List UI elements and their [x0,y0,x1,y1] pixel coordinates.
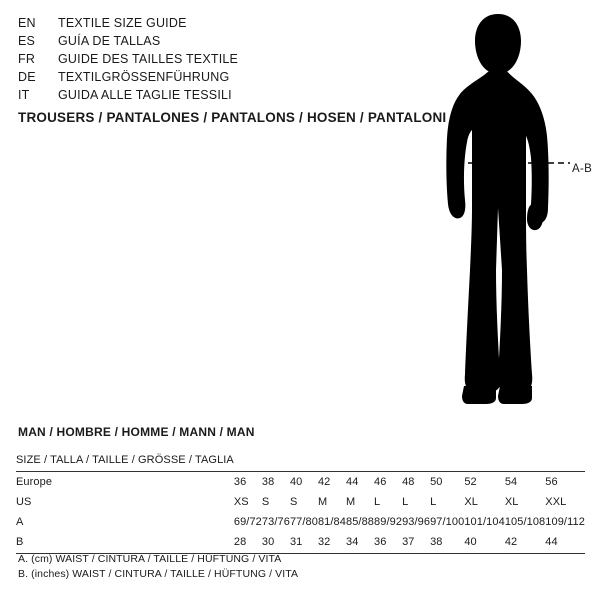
row-label: Europe [16,476,53,488]
footnote-b: B. (inches) WAIST / CINTURA / TAILLE / HÜFTUNG / VITA [18,568,299,580]
row-label: A [16,516,24,528]
language-code: DE [18,70,36,84]
language-code: FR [18,52,36,66]
language-row [18,86,418,104]
cell: 30 [262,532,290,554]
language-code: ES [18,34,36,48]
cell [290,450,318,472]
cell: 38 [430,532,464,554]
cell: XXL [545,496,567,508]
row-label: B [16,532,234,554]
language-header-block [18,14,418,104]
cell [262,450,290,472]
cell: 50 [430,476,443,488]
cell [464,450,504,472]
cell: 42 [317,476,331,488]
cell: 105/108 [504,516,546,528]
cell [374,450,402,472]
cell: 69/72 [233,516,262,528]
cell: 34 [346,532,374,554]
cell: XL [464,496,478,508]
cell: 40 [464,532,504,554]
footnote-a: A. (cm) WAIST / CINTURA / TAILLE / HÜFTUNG / VITA [18,553,282,565]
table-row [16,492,585,512]
cell: 52 [464,476,477,488]
cell: 101/104 [464,516,505,528]
cell [234,450,262,472]
cell: S [289,496,298,508]
cell: M [317,496,328,508]
table-row [16,472,585,493]
table-row [16,532,585,554]
cell: 36 [374,532,402,554]
figure-container [420,8,600,408]
cell: L [374,496,381,508]
cell: 109/112 [545,516,585,528]
cell: 56 [545,476,558,488]
row-label: SIZE / TALLA / TAILLE / GRÖSSE / TAGLIA [16,450,234,472]
cell: 54 [504,476,518,488]
cell: L [402,496,409,508]
cell [318,450,346,472]
language-row [18,50,418,68]
cell: 44 [545,532,585,554]
cell: 97/100 [430,516,465,528]
cell [402,450,430,472]
size-table [16,450,585,554]
section-title: TROUSERS / PANTALONES / PANTALONS / HOSEN / PANTALONI [18,110,447,125]
footnotes [18,552,298,582]
cell [545,450,585,472]
language-code: IT [18,88,30,102]
cell: 40 [289,476,303,488]
cell: 36 [233,476,247,488]
row-label: US [16,496,32,508]
language-label: TEXTILE SIZE GUIDE [58,16,187,30]
language-label: TEXTILGRÖSSENFÜHRUNG [58,70,230,84]
cell: 31 [290,532,318,554]
cell: S [261,496,270,508]
cell [430,450,464,472]
cell: L [430,496,437,508]
cell: 73/76 [261,516,290,528]
cell: 77/80 [289,516,318,528]
cell: 44 [346,476,359,488]
language-label: GUÍA DE TALLAS [58,34,161,48]
cell: 28 [234,532,262,554]
measure-label-ab: A-B [572,163,593,175]
cell: 48 [402,476,415,488]
table-row-header [16,450,585,472]
cell [505,450,545,472]
language-row [18,32,418,50]
language-label: GUIDE DES TAILLES TEXTILE [58,52,239,66]
cell: 42 [505,532,545,554]
cell: M [346,496,356,508]
table-row [16,512,585,532]
language-code: EN [18,16,36,30]
group-title-man: MAN / HOMBRE / HOMME / MANN / MAN [18,425,255,439]
cell: 85/88 [346,516,375,528]
cell: XS [233,496,249,508]
cell: 32 [318,532,346,554]
cell: 37 [402,532,430,554]
cell [346,450,374,472]
cell: XL [504,496,519,508]
language-label: GUIDA ALLE TAGLIE TESSILI [58,88,232,102]
cell: 93/96 [402,516,431,528]
cell: 38 [261,476,275,488]
cell: 81/84 [317,516,346,528]
cell: 46 [374,476,387,488]
cell: 89/92 [374,516,403,528]
language-row [18,14,418,32]
male-silhouette-icon [420,8,600,408]
language-row [18,68,418,86]
